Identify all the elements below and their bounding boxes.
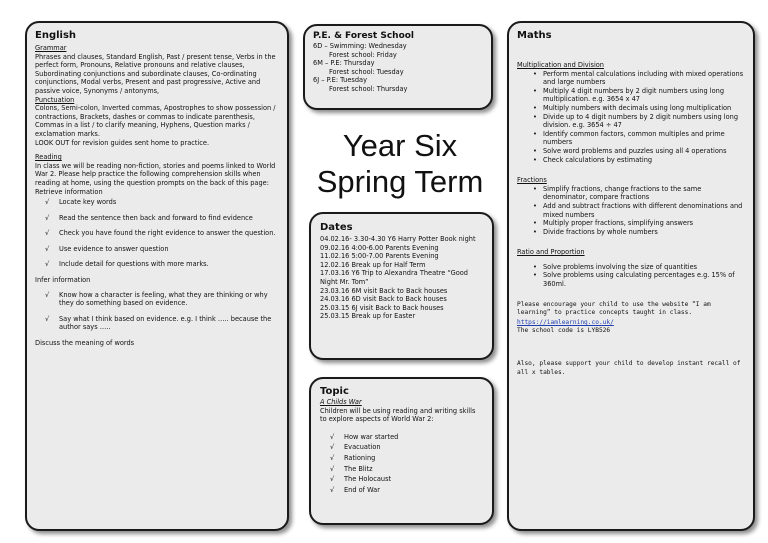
pe-line: 6D – Swimming: Wednesday (313, 42, 407, 50)
list-item: √ Include detail for questions with more marks. (35, 260, 279, 269)
topic-heading: Topic (320, 386, 349, 397)
list-item: • Divide up to 4 digit numbers by 2 digit numbers using long division. e.g. 3654 ÷ 47 (517, 113, 745, 130)
list-item: √ The Blitz (320, 465, 483, 474)
list-item: • Divide fractions by whole numbers (517, 228, 745, 237)
encourage-text: Please encourage your child to use the website “I am learning” to practice concepts taught in class. (517, 300, 711, 317)
reading-label: Reading (35, 153, 62, 162)
date-line: 11.02.16 5:00-7.00 Parents Evening (320, 252, 439, 261)
discuss-text: Discuss the meaning of words (35, 339, 135, 348)
topic-subtitle: A Childs War (320, 398, 362, 406)
pe-panel (303, 24, 493, 110)
list-item: √ Read the sentence then back and forward to find evidence (35, 214, 279, 223)
pe-line: Forest school: Tuesday (329, 67, 404, 76)
date-line: 25.03.15 Break up for Easter (320, 312, 416, 321)
infer-list (35, 291, 279, 332)
date-line: 12.02.16 Break up for Half Term (320, 260, 426, 269)
list-item: √ The Holocaust (320, 475, 483, 484)
pe-line: Forest school: Thursday (329, 84, 408, 93)
iamlearning-link[interactable]: https://iamlearning.co.uk/ (517, 318, 614, 326)
page-title (300, 128, 500, 200)
english-heading: English (35, 30, 77, 41)
ratio-label: Ratio and Proportion (517, 248, 585, 257)
maths-panel (507, 21, 755, 531)
list-item: √ Rationing (320, 454, 483, 463)
list-item: • Multiply proper fractions, simplifying answers (517, 219, 745, 228)
fractions-list (517, 185, 745, 237)
school-code-text: The school code is LYB526 (517, 327, 611, 335)
punctuation-label: Punctuation (35, 95, 75, 104)
list-item: • Multiply 4 digit numbers by 2 digit numbers using long multiplication. e.g. 3654 x 47 (517, 87, 745, 104)
list-item: √ How war started (320, 433, 483, 442)
title-line-1: Year Six (342, 128, 458, 163)
list-item: √ Locate key words (35, 198, 279, 207)
infer-label: Infer information (35, 276, 91, 285)
list-item: • Solve word problems and puzzles using all 4 operations (517, 147, 745, 156)
pe-line: 6J – P.E: Tuesday (313, 76, 367, 85)
date-line: 25.03.15 6J visit Back to Back houses (320, 303, 444, 312)
list-item: √ Know how a character is feeling, what they are thinking or why they do something based on evidence. (35, 291, 279, 308)
list-item: • Check calculations by estimating (517, 156, 745, 165)
dates-panel (309, 212, 494, 360)
topic-list (320, 433, 483, 495)
mult-list (517, 70, 745, 165)
ratio-list (517, 263, 745, 289)
date-line: 24.03.16 6D visit Back to Back houses (320, 295, 447, 304)
mult-label: Multiplication and Division (517, 61, 604, 69)
date-line: 09.02.16 4:00-6.00 Parents Evening (320, 243, 439, 252)
list-item: • Add and subtract fractions with different denominations and mixed numbers (517, 202, 745, 219)
title-line-2: Spring Term (316, 164, 484, 199)
grammar-label: Grammar (35, 44, 67, 52)
list-item: • Solve problems involving the size of quantities (517, 263, 745, 272)
list-item: • Perform mental calculations including with mixed operations and large numbers (517, 70, 745, 87)
list-item: √ Use evidence to answer question (35, 245, 279, 254)
date-line: 04.02.16- 3.30-4.30 Y6 Harry Potter Book night (320, 235, 476, 243)
list-item: √ Say what I think based on evidence. e.g. I think ….. because the author says ….. (35, 315, 279, 332)
lookout-text: LOOK OUT for revision guides sent home to practice. (35, 138, 210, 147)
fractions-label: Fractions (517, 176, 547, 185)
maths-heading: Maths (517, 30, 552, 41)
topic-text: Children will be using reading and writing skills to explore aspects of World War 2: (320, 406, 476, 424)
list-item: • Solve problems using calculating percentages e.g. 15% of 360ml. (517, 271, 745, 288)
english-panel (25, 21, 289, 531)
list-item: • Multiply numbers with decimals using long multiplication (517, 104, 745, 113)
list-item: • Simplify fractions, change fractions to the same denominator, compare fractions (517, 185, 745, 202)
date-line: 23.03.16 6M visit Back to Back houses (320, 286, 448, 295)
list-item: • Identify common factors, common multiples and prime numbers (517, 130, 745, 147)
topic-panel (309, 377, 494, 525)
list-item: √ End of War (320, 486, 483, 495)
dates-heading: Dates (320, 222, 353, 233)
retrieve-label: Retrieve information (35, 187, 103, 196)
punctuation-text: Colons, Semi-colon, Inverted commas, Apostrophes to show possession / contractions, Brackets, dashes or commas to indicate parenthesis, Commas in a list / to clarify meaning, Hyphens, Question marks / exclamation marks. (35, 104, 276, 138)
support-text: Also, please support your child to develop instant recall of all x tables. (517, 360, 741, 376)
retrieve-list (35, 198, 279, 269)
pe-line: 6M – P.E: Thursday (313, 59, 375, 68)
list-item: √ Check you have found the right evidence to answer the question. (35, 229, 279, 238)
date-line: 17.03.16 Y6 Trip to Alexandra Theatre “Good Night Mr. Tom” (320, 269, 468, 286)
list-item: √ Evacuation (320, 443, 483, 452)
pe-heading: P.E. & Forest School (313, 31, 415, 41)
grammar-text: Phrases and clauses, Standard English, Past / present tense, Verbs in the perfect form, Pronouns, Relative pronouns and relative clauses, Subordinating conjunctions and subordinate clauses, Co-ordinating conjunctions, Modal verbs, Present and past progressive, Active and passive voice, Synonyms / antonyms, (35, 52, 276, 95)
pe-line: Forest school: Friday (329, 50, 397, 59)
reading-text: In class we will be reading non-fiction, stories and poems linked to World War 2. Please help practice the following comprehension skills when reading at home, using the question prompts on the back of this page: (35, 161, 276, 187)
link-line (517, 318, 745, 328)
